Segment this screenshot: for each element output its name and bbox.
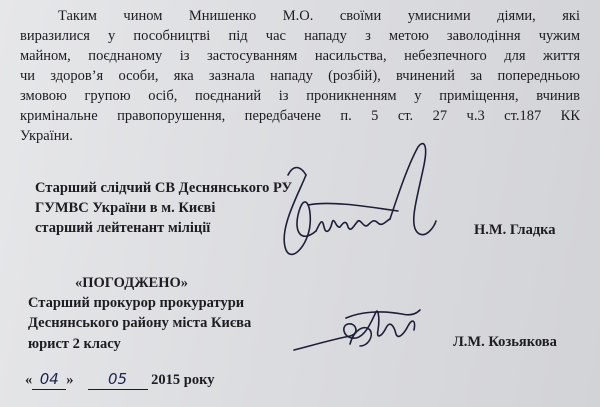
paragraph-line: чи здоров’я особи, яка зазнала нападу (розбій), вчинений за попередньою [20, 68, 580, 84]
paragraph-line: виразилися у пособництві під час нападу з метою заволодіння чужим [20, 28, 580, 44]
paragraph-line: кримінальне правопорушення, передбачене п. 5 ст. 27 ч.3 ст.187 КК [20, 108, 580, 124]
date-month: 05 [107, 370, 128, 388]
approval-title-line1: Старший прокурор прокуратури [28, 295, 245, 311]
paragraph-line: змовою групою осіб, поєднаний із проникненням у приміщення, вчинив [20, 88, 580, 104]
approval-name: Л.М. Козьякова [453, 334, 557, 350]
date-year: 2015 року [151, 372, 215, 388]
date-line [25, 370, 214, 390]
paragraph-line: майном, поєднаному із застосуванням насильства, небезпечного для життя [20, 48, 580, 64]
investigator-title-line1: Старший слідчий СВ Деснянського РУ [35, 180, 293, 196]
approval-heading: «ПОГОДЖЕНО» [75, 275, 189, 291]
investigator-signature [268, 135, 438, 265]
body-paragraph [20, 6, 580, 146]
investigator-name: Н.М. Гладка [474, 222, 556, 238]
date-close-quote: » [66, 372, 74, 388]
prosecutor-signature [290, 300, 430, 360]
paragraph-line: України. [20, 128, 73, 144]
date-day: 04 [39, 370, 59, 388]
investigator-title-line3: старший лейтенант міліції [35, 220, 211, 236]
date-open-quote: « [25, 372, 33, 388]
investigator-title-line2: ГУМВС України в м. Києві [35, 200, 216, 216]
date-day-field [32, 370, 66, 390]
paragraph-line: Таким чином Мнишенко М.О. своїми умисними діями, які [58, 8, 580, 24]
approval-title-line3: юрист 2 класу [28, 336, 121, 352]
date-month-field [88, 370, 148, 390]
approval-title-line2: Деснянського району міста Києва [28, 315, 252, 331]
